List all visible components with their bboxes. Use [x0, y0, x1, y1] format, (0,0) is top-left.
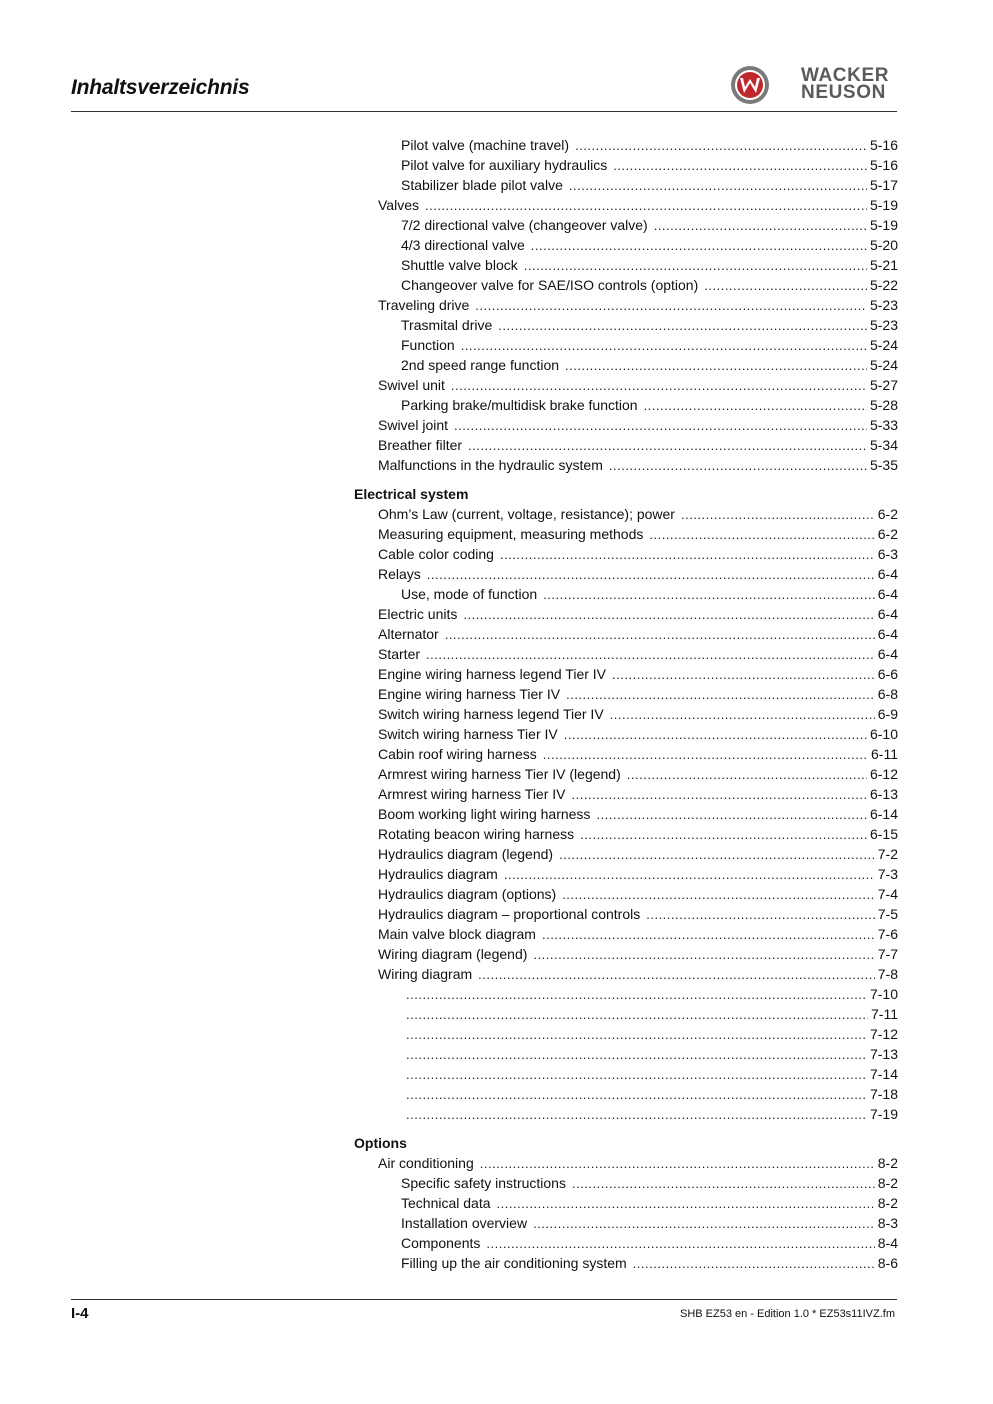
toc-entry[interactable]	[354, 624, 898, 644]
toc-entry[interactable]	[354, 764, 898, 784]
toc-entry[interactable]	[354, 504, 898, 524]
toc-entry-label: Malfunctions in the hydraulic system	[378, 457, 603, 473]
toc-entry-label: Engine wiring harness Tier IV	[378, 686, 561, 702]
footer-page-number: I-4	[71, 1305, 89, 1322]
toc-entry[interactable]	[354, 1004, 898, 1024]
toc-entry-leader-dots	[500, 545, 875, 565]
toc-entry-leader-dots	[406, 985, 867, 1005]
toc-entry-label: Pilot valve for auxiliary hydraulics	[401, 157, 608, 173]
toc-entry-label: Starter	[378, 646, 421, 662]
toc-entry[interactable]	[354, 784, 898, 804]
toc-entry-label: Ohm’s Law (current, voltage, resistance); power	[378, 506, 675, 522]
toc-entry-label: Breather filter	[378, 437, 463, 453]
toc-entry-label: 7/2 directional valve (changeover valve)	[401, 217, 648, 233]
toc-entry-page: 8-2	[877, 1195, 898, 1211]
toc-entry-page: 7-8	[877, 966, 898, 982]
section-heading-electrical: Electrical system	[354, 486, 469, 502]
toc-entry-leader-dots	[425, 196, 867, 216]
toc-entry-label: Switch wiring harness legend Tier IV	[378, 706, 604, 722]
toc-entry-page: 5-19	[869, 217, 898, 233]
toc-entry-label: Armrest wiring harness Tier IV (legend)	[378, 766, 621, 782]
toc-entry-leader-dots	[562, 885, 875, 905]
toc-entry-label: Use, mode of function	[401, 586, 538, 602]
toc-entry-page: 5-21	[869, 257, 898, 273]
toc-entry-label: Air conditioning	[378, 1155, 474, 1171]
toc-entry-leader-dots	[406, 1065, 867, 1085]
toc-entry-leader-dots	[649, 525, 874, 545]
footer-document-info: SHB EZ53 en - Edition 1.0 * EZ53s11IVZ.fm	[679, 1308, 895, 1320]
toc-entry[interactable]	[354, 135, 898, 155]
toc-entry-leader-dots	[406, 1005, 868, 1025]
toc-entry[interactable]	[354, 395, 898, 415]
toc-entry-label: Technical data	[401, 1195, 491, 1211]
toc-entry[interactable]	[354, 1153, 898, 1173]
toc-entry-page: 6-14	[869, 806, 898, 822]
toc-entry-page: 6-4	[877, 586, 898, 602]
toc-entry-page: 5-24	[869, 337, 898, 353]
wacker-neuson-logo	[729, 64, 899, 106]
toc-entry[interactable]	[354, 255, 898, 275]
toc-entry[interactable]	[354, 1064, 898, 1084]
toc-entry-leader-dots	[559, 845, 875, 865]
toc-entry-leader-dots	[596, 805, 867, 825]
toc-entry[interactable]	[354, 684, 898, 704]
toc-entry[interactable]	[354, 884, 898, 904]
toc-entry-page: 7-12	[869, 1026, 898, 1042]
toc-entry-label: Cable color coding	[378, 546, 494, 562]
toc-entry-page: 6-4	[877, 626, 898, 642]
toc-entry-page: 6-9	[877, 706, 898, 722]
toc-entry[interactable]	[354, 604, 898, 624]
toc-entry-label: Rotating beacon wiring harness	[378, 826, 575, 842]
toc-entry[interactable]	[354, 1233, 898, 1253]
toc-entry-page: 6-4	[877, 606, 898, 622]
toc-entry-leader-dots	[569, 176, 867, 196]
toc-entry-label: Components	[401, 1235, 481, 1251]
toc-entry-leader-dots	[524, 256, 867, 276]
toc-entry-label: Stabilizer blade pilot valve	[401, 177, 563, 193]
toc-entry-leader-dots	[627, 765, 867, 785]
toc-entry-leader-dots	[427, 565, 875, 585]
toc-entry-leader-dots	[572, 785, 867, 805]
toc-entry-leader-dots	[633, 1254, 875, 1274]
header-divider	[71, 111, 897, 112]
toc-entry-page: 6-15	[869, 826, 898, 842]
logo-line-2: NEUSON	[801, 82, 886, 103]
toc-entry-leader-dots	[406, 1025, 867, 1045]
toc-entry[interactable]	[354, 904, 898, 924]
toc-entry-leader-dots	[566, 685, 875, 705]
toc-entry-label: Engine wiring harness legend Tier IV	[378, 666, 607, 682]
toc-entry-page: 7-10	[869, 986, 898, 1002]
toc-entry[interactable]	[354, 984, 898, 1004]
toc-entry[interactable]	[354, 1084, 898, 1104]
toc-entry-leader-dots	[406, 1085, 867, 1105]
toc-entry-leader-dots	[531, 236, 867, 256]
toc-entry-leader-dots	[426, 645, 875, 665]
toc-entry-label: Pilot valve (machine travel)	[401, 137, 570, 153]
toc-entry-leader-dots	[564, 725, 867, 745]
toc-part-hydraulics	[354, 135, 898, 475]
toc-entry[interactable]	[354, 415, 898, 435]
toc-entry[interactable]	[354, 355, 898, 375]
toc-entry-leader-dots	[543, 585, 875, 605]
toc-entry[interactable]	[354, 964, 898, 984]
section-heading-options: Options	[354, 1135, 407, 1151]
toc-entry-page: 7-14	[869, 1066, 898, 1082]
toc-entry[interactable]	[354, 155, 898, 175]
toc-entry-leader-dots	[406, 1105, 867, 1125]
toc-entry-leader-dots	[451, 376, 867, 396]
toc-entry-label: 2nd speed range function	[401, 357, 560, 373]
toc-entry-leader-dots	[644, 396, 867, 416]
toc-entry[interactable]	[354, 175, 898, 195]
toc-entry-label: Shuttle valve block	[401, 257, 518, 273]
toc-entry-label: Armrest wiring harness Tier IV	[378, 786, 566, 802]
toc-entry[interactable]	[354, 435, 898, 455]
toc-entry-label: Filling up the air conditioning system	[401, 1255, 627, 1271]
toc-entry-leader-dots	[406, 1045, 867, 1065]
toc-entry-leader-dots	[533, 1214, 875, 1234]
toc-entry-leader-dots	[610, 705, 875, 725]
toc-entry[interactable]	[354, 275, 898, 295]
toc-entry[interactable]	[354, 824, 898, 844]
toc-entry-page: 7-11	[871, 1006, 898, 1022]
toc-entry-leader-dots	[454, 416, 867, 436]
toc-entry-label: Trasmital drive	[401, 317, 493, 333]
toc-entry-leader-dots	[580, 825, 867, 845]
logo-wordmark	[801, 67, 889, 101]
toc-entry-page: 7-2	[877, 846, 898, 862]
toc-entry-page: 5-19	[869, 197, 898, 213]
toc-entry[interactable]	[354, 724, 898, 744]
toc-entry-page: 7-3	[877, 866, 898, 882]
toc-entry-label: Traveling drive	[378, 297, 470, 313]
toc-entry-leader-dots	[461, 336, 867, 356]
toc-entry-label: Changeover valve for SAE/ISO controls (option)	[401, 277, 699, 293]
toc-entry-leader-dots	[504, 865, 875, 885]
logo-line-1: WACKER	[801, 65, 890, 86]
toc-entry-label: Switch wiring harness Tier IV	[378, 726, 558, 742]
toc-entry[interactable]	[354, 564, 898, 584]
toc-entry-label: Boom working light wiring harness	[378, 806, 591, 822]
toc-entry-leader-dots	[646, 905, 875, 925]
toc-entry[interactable]	[354, 584, 898, 604]
toc-entry-page: 5-16	[869, 157, 898, 173]
toc-entry[interactable]	[354, 1044, 898, 1064]
toc-entry-page: 8-6	[877, 1255, 898, 1271]
toc-entry-page: 6-4	[877, 646, 898, 662]
toc-entry-leader-dots	[565, 356, 867, 376]
toc-entry[interactable]	[354, 455, 898, 475]
toc-entry-leader-dots	[543, 745, 868, 765]
toc-entry-label: 4/3 directional valve	[401, 237, 525, 253]
toc-entry-leader-dots	[480, 1154, 875, 1174]
toc-entry-label: Wiring diagram (legend)	[378, 946, 528, 962]
toc-entry-page: 5-16	[869, 137, 898, 153]
toc-entry-page: 5-27	[869, 377, 898, 393]
toc-entry[interactable]	[354, 1104, 898, 1124]
toc-entry-page: 5-35	[869, 457, 898, 473]
toc-entry-label: Specific safety instructions	[401, 1175, 566, 1191]
toc-entry-page: 6-8	[877, 686, 898, 702]
toc-entry[interactable]	[354, 804, 898, 824]
toc-entry-leader-dots	[533, 945, 874, 965]
toc-entry-label: Installation overview	[401, 1215, 528, 1231]
toc-entry-page: 8-4	[877, 1235, 898, 1251]
toc-entry[interactable]	[354, 295, 898, 315]
toc-entry[interactable]	[354, 944, 898, 964]
toc-entry-leader-dots	[486, 1234, 874, 1254]
wacker-neuson-logo-icon	[729, 64, 771, 106]
toc-entry[interactable]	[354, 1024, 898, 1044]
toc-entry-label: Relays	[378, 566, 421, 582]
toc-entry-label: Wiring diagram	[378, 966, 473, 982]
toc-entry-leader-dots	[613, 156, 867, 176]
toc-entry-leader-dots	[704, 276, 867, 296]
toc-entry[interactable]	[354, 1213, 898, 1233]
toc-entry-page: 7-18	[869, 1086, 898, 1102]
toc-entry-label: Parking brake/multidisk brake function	[401, 397, 638, 413]
toc-entry-label: Hydraulics diagram (legend)	[378, 846, 554, 862]
toc-entry[interactable]	[354, 704, 898, 724]
toc-entry[interactable]	[354, 524, 898, 544]
toc-entry[interactable]	[354, 315, 898, 335]
toc-entry[interactable]	[354, 644, 898, 664]
toc-entry-leader-dots	[445, 625, 875, 645]
toc-entry[interactable]	[354, 235, 898, 255]
toc-entry[interactable]	[354, 744, 898, 764]
toc-entry-label: Hydraulics diagram – proportional controls	[378, 906, 641, 922]
toc-entry[interactable]	[354, 215, 898, 235]
page-title: Inhaltsverzeichnis	[71, 76, 250, 99]
toc-entry-page: 7-6	[877, 926, 898, 942]
toc-entry-page: 6-10	[869, 726, 898, 742]
toc-entry-label: Cabin roof wiring harness	[378, 746, 537, 762]
toc-entry-page: 5-23	[869, 317, 898, 333]
toc-entry-page: 8-2	[877, 1175, 898, 1191]
footer-divider	[71, 1299, 897, 1300]
toc-entry-leader-dots	[468, 436, 867, 456]
toc-entry-label: Main valve block diagram	[378, 926, 536, 942]
toc-entry-leader-dots	[654, 216, 867, 236]
toc-entry-label: Valves	[378, 197, 419, 213]
toc-entry-label: Hydraulics diagram (options)	[378, 886, 557, 902]
toc-entry-label: Function	[401, 337, 455, 353]
toc-entry-page: 5-23	[869, 297, 898, 313]
toc-entry-leader-dots	[681, 505, 875, 525]
toc-entry[interactable]	[354, 924, 898, 944]
toc-entry[interactable]	[354, 1193, 898, 1213]
toc-part-options	[354, 1153, 898, 1273]
table-of-contents	[354, 135, 898, 1273]
toc-entry-leader-dots	[463, 605, 874, 625]
toc-entry-page: 6-4	[877, 566, 898, 582]
toc-entry-page: 6-2	[877, 506, 898, 522]
toc-entry-page: 6-3	[877, 546, 898, 562]
toc-entry-label: Measuring equipment, measuring methods	[378, 526, 644, 542]
toc-entry-label: Hydraulics diagram	[378, 866, 498, 882]
toc-entry[interactable]	[354, 844, 898, 864]
toc-entry-page: 5-28	[869, 397, 898, 413]
toc-entry-page: 8-3	[877, 1215, 898, 1231]
toc-entry-label: Electric units	[378, 606, 458, 622]
toc-part-electrical	[354, 504, 898, 1124]
toc-entry-page: 6-12	[869, 766, 898, 782]
toc-entry-page: 5-20	[869, 237, 898, 253]
toc-entry-leader-dots	[478, 965, 875, 985]
toc-entry-label: Swivel unit	[378, 377, 445, 393]
toc-entry-page: 5-24	[869, 357, 898, 373]
toc-entry[interactable]	[354, 864, 898, 884]
toc-entry[interactable]	[354, 1173, 898, 1193]
toc-entry-label: Alternator	[378, 626, 439, 642]
toc-entry-page: 6-2	[877, 526, 898, 542]
toc-entry-page: 7-7	[877, 946, 898, 962]
toc-entry[interactable]	[354, 375, 898, 395]
toc-entry-page: 5-17	[869, 177, 898, 193]
toc-entry-leader-dots	[542, 925, 875, 945]
toc-entry-leader-dots	[475, 296, 867, 316]
toc-entry[interactable]	[354, 664, 898, 684]
toc-entry-page: 7-5	[877, 906, 898, 922]
toc-entry-page: 7-4	[877, 886, 898, 902]
toc-entry[interactable]	[354, 1253, 898, 1273]
toc-entry-page: 6-13	[869, 786, 898, 802]
toc-entry[interactable]	[354, 195, 898, 215]
toc-entry-page: 8-2	[877, 1155, 898, 1171]
toc-entry-leader-dots	[497, 1194, 875, 1214]
toc-entry-leader-dots	[609, 456, 867, 476]
toc-entry-leader-dots	[612, 665, 875, 685]
toc-entry-page: 5-34	[869, 437, 898, 453]
toc-entry-leader-dots	[572, 1174, 875, 1194]
toc-entry-leader-dots	[575, 136, 867, 156]
toc-entry-page: 5-22	[869, 277, 898, 293]
toc-entry[interactable]	[354, 335, 898, 355]
toc-entry[interactable]	[354, 544, 898, 564]
toc-entry-page: 7-13	[869, 1046, 898, 1062]
toc-entry-label: Swivel joint	[378, 417, 449, 433]
toc-entry-page: 7-19	[869, 1106, 898, 1122]
toc-entry-page: 6-11	[871, 746, 898, 762]
toc-entry-page: 6-6	[877, 666, 898, 682]
toc-entry-page: 5-33	[869, 417, 898, 433]
toc-entry-leader-dots	[498, 316, 867, 336]
